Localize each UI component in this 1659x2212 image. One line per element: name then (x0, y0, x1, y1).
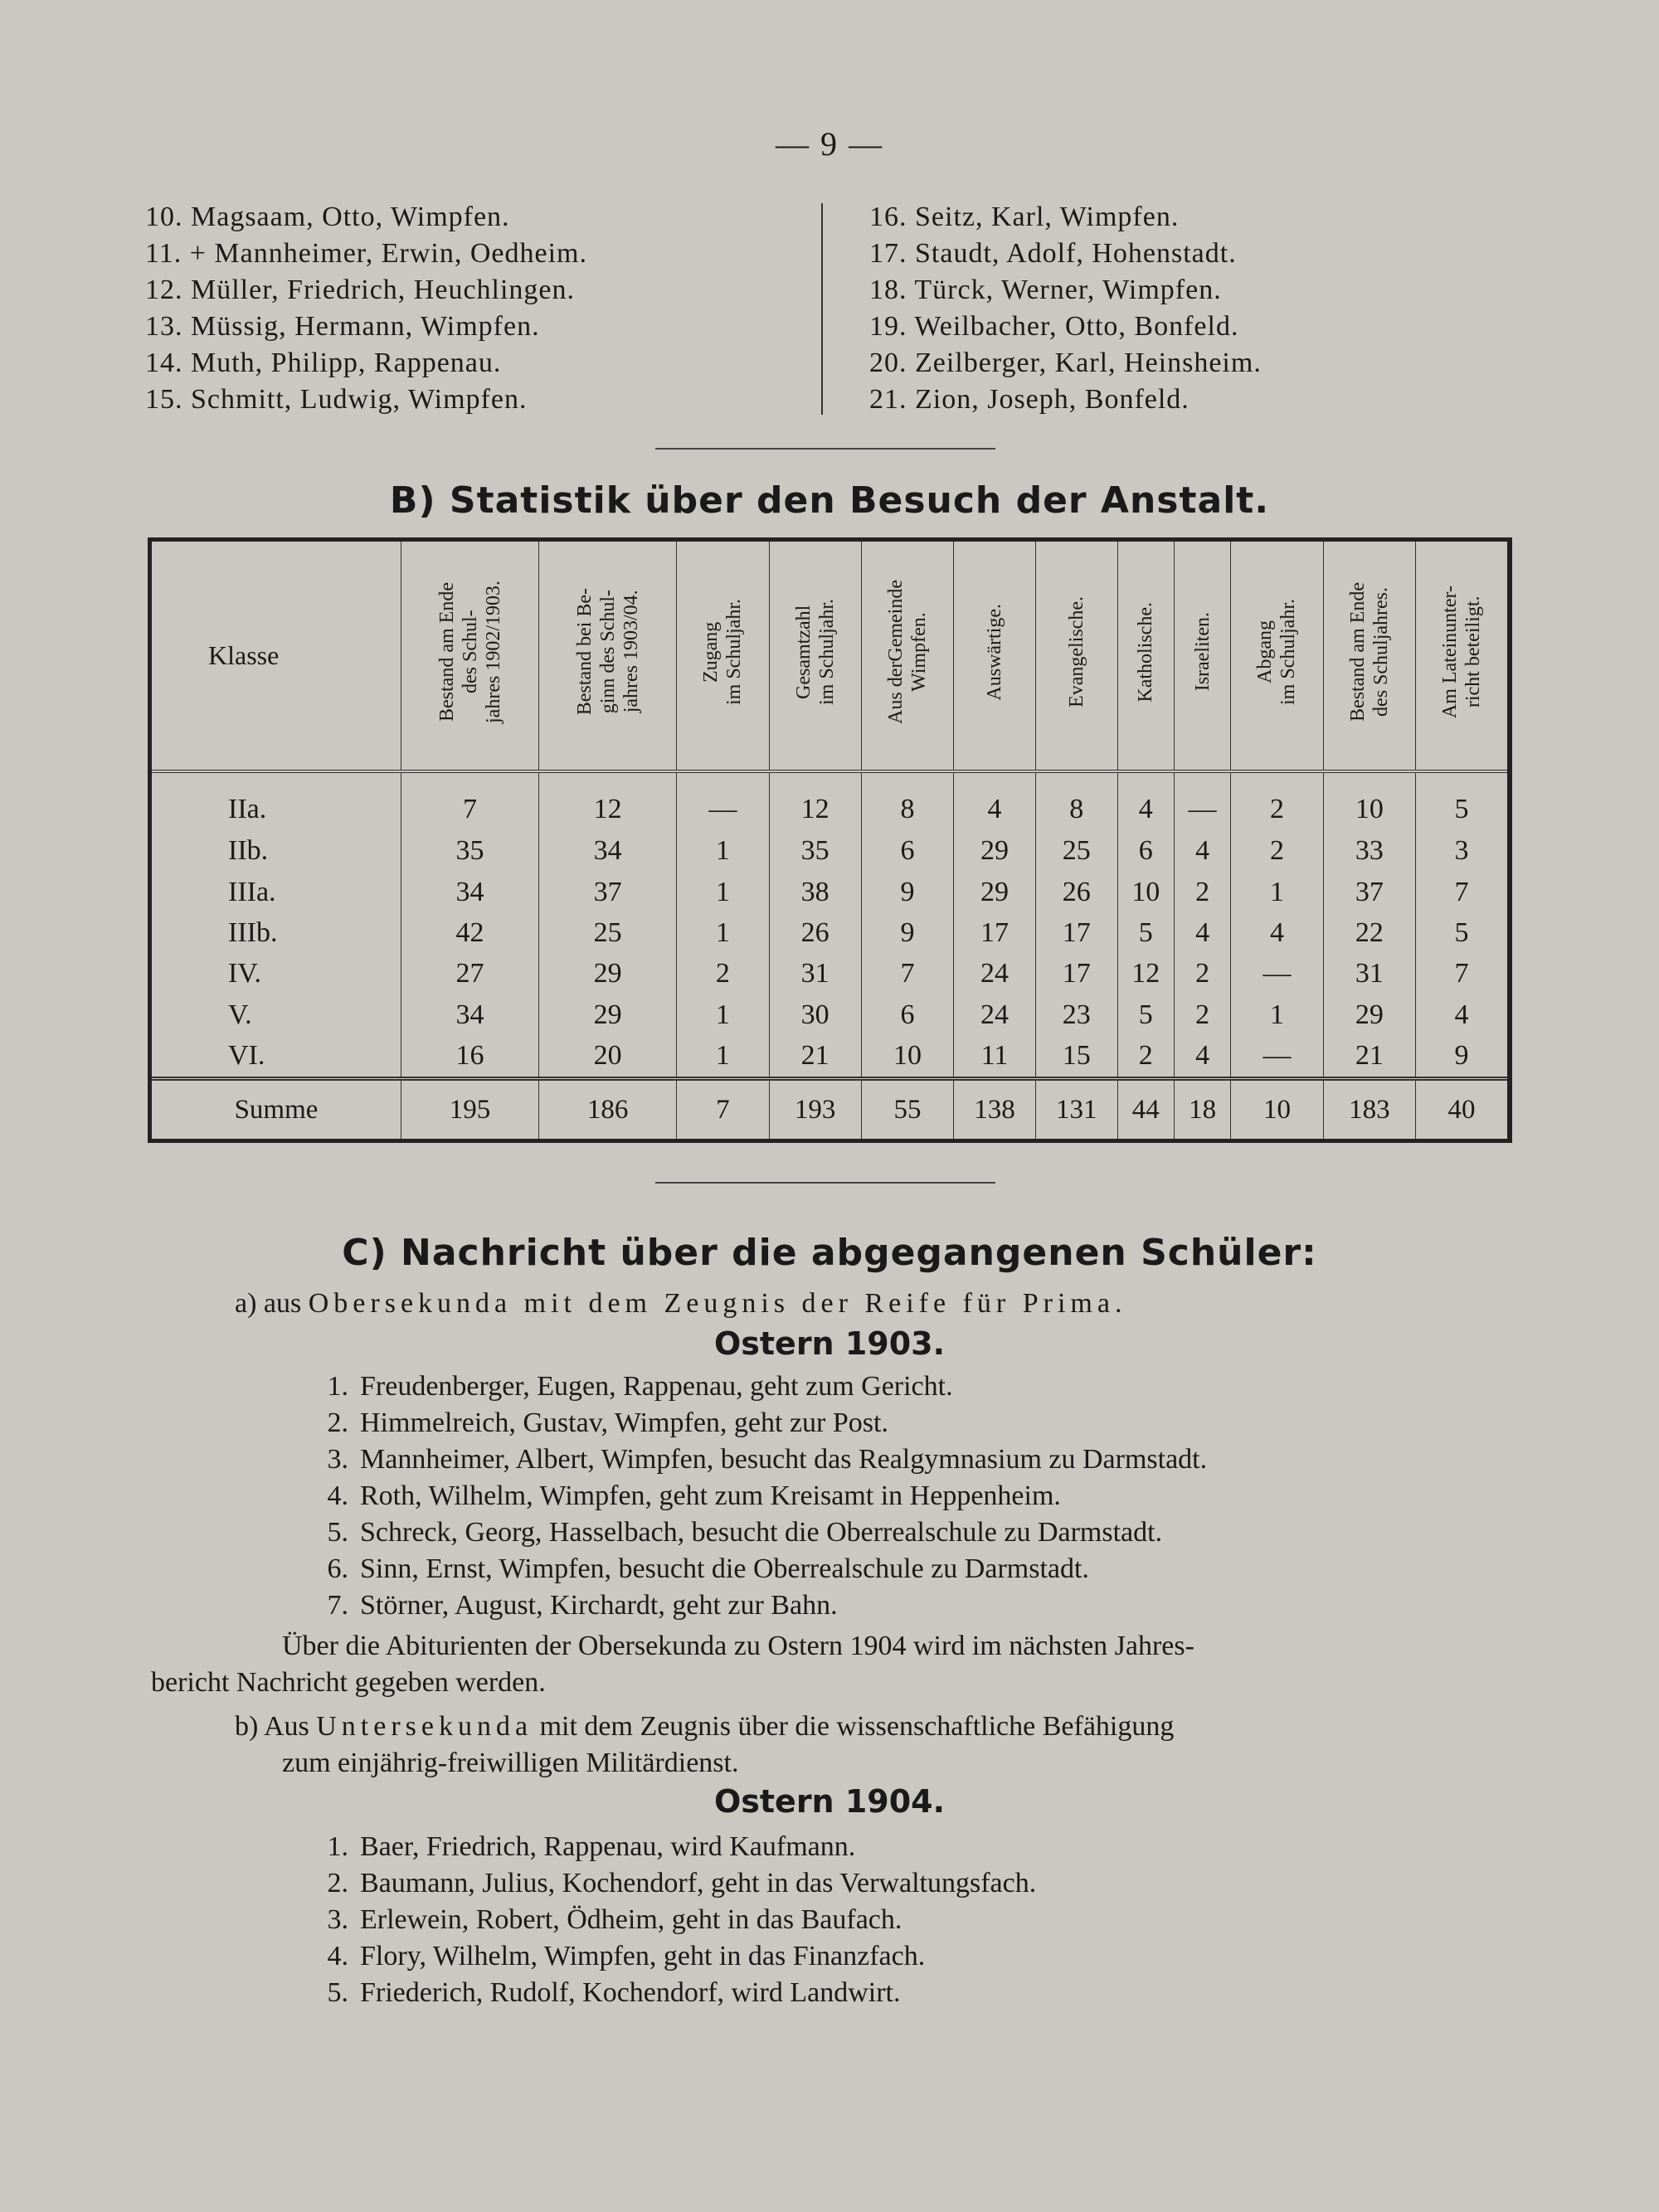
table-cell: 26 (1035, 872, 1117, 912)
list-item: 19. Weilbacher, Otto, Bonfeld. (869, 311, 1239, 342)
table-cell: 33 (1323, 831, 1415, 872)
list-text: Mannheimer, Albert, Wimpfen, besucht das Realgymnasium zu Darmstadt. (360, 1444, 1208, 1475)
summe-cell: 183 (1323, 1079, 1415, 1140)
list-item (307, 1938, 1036, 1975)
part-b-rest: mit dem Zeugnis über die wissenschaftliche Befähigung (539, 1711, 1175, 1742)
summe-cell: 193 (769, 1079, 861, 1140)
table-cell: 15 (1035, 1035, 1117, 1078)
table-cell: 2 (1174, 994, 1230, 1035)
table-cell: 10 (1117, 872, 1174, 912)
table-cell: 4 (1231, 912, 1323, 953)
list-item: 11. + Mannheimer, Erwin, Oedheim. (145, 238, 587, 269)
table-cell: 4 (1117, 771, 1174, 831)
list-item (307, 1514, 1207, 1551)
table-cell: 35 (401, 831, 539, 872)
list-item (307, 1975, 1036, 2011)
abitur-note-line-1: Über die Abiturienten der Obersekunda zu Ostern 1904 wird im nächsten Jahres- (282, 1631, 1194, 1661)
table-cell: 1 (1231, 994, 1323, 1035)
table-cell: 24 (954, 994, 1036, 1035)
class-cell: IIa. (228, 793, 267, 824)
table-cell: 23 (1035, 994, 1117, 1035)
table-cell: 12 (1117, 954, 1174, 994)
list-1903 (307, 1369, 1207, 1624)
table-cell: 1 (1231, 872, 1323, 912)
table-cell: 12 (539, 771, 677, 831)
table-cell: 1 (677, 994, 769, 1035)
ostern-1903-heading: Ostern 1903. (713, 1325, 946, 1362)
list-item (307, 1551, 1207, 1587)
column-header: Am Lateinunter- richt beteiligt. (1416, 542, 1508, 771)
part-a-text: Obersekunda mit dem Zeugnis der Reife für Prima. (308, 1288, 1127, 1319)
table-cell: — (677, 771, 769, 831)
class-cell: IIIa. (228, 876, 276, 907)
list-item: 14. Muth, Philipp, Rappenau. (145, 348, 502, 378)
table-cell: 6 (1117, 831, 1174, 872)
separator-rule (655, 1182, 995, 1184)
table-cell: 25 (1035, 831, 1117, 872)
table-cell: 7 (861, 954, 953, 994)
summe-cell: 186 (539, 1079, 677, 1140)
table-body (152, 771, 1507, 1079)
summe-cell: 44 (1117, 1079, 1174, 1140)
list-item: 10. Magsaam, Otto, Wimpfen. (145, 202, 510, 232)
list-item: 20. Zeilberger, Karl, Heinsheim. (869, 348, 1262, 378)
table-cell: 2 (1174, 872, 1230, 912)
list-number: 6. (327, 1553, 348, 1584)
names-left-column (145, 199, 587, 418)
table-cell: — (1231, 1035, 1323, 1078)
list-text: Friederich, Rudolf, Kochendorf, wird Landwirt. (360, 1977, 901, 2008)
table-cell: 25 (539, 912, 677, 953)
table-cell: 6 (861, 994, 953, 1035)
part-a-label: a) aus (235, 1288, 302, 1319)
column-header: Bestand am Ende des Schuljahres. (1323, 542, 1415, 771)
table-cell: 42 (401, 912, 539, 953)
table-cell: 29 (1323, 994, 1415, 1035)
table-row (152, 994, 1507, 1035)
table-cell: 8 (861, 771, 953, 831)
column-header: Israeliten. (1174, 542, 1230, 771)
list-number: 1. (327, 1371, 348, 1402)
table-cell: 5 (1117, 994, 1174, 1035)
column-header: Katholische. (1117, 542, 1174, 771)
table-cell: 6 (861, 831, 953, 872)
summe-cell: 10 (1231, 1079, 1323, 1140)
table-cell: 29 (539, 994, 677, 1035)
table-cell: 35 (769, 831, 861, 872)
part-a-line (235, 1286, 1126, 1322)
class-cell: IIIb. (228, 917, 278, 949)
list-item (307, 1587, 1207, 1624)
table-cell: 17 (1035, 912, 1117, 953)
table-cell: 2 (1117, 1035, 1174, 1078)
table-cell: 34 (401, 994, 539, 1035)
class-cell: VI. (228, 1040, 265, 1072)
class-cell: IV. (228, 958, 261, 989)
list-text: Baumann, Julius, Kochendorf, geht in das Verwaltungsfach. (360, 1868, 1037, 1898)
table-cell: 17 (1035, 954, 1117, 994)
list-item (307, 1369, 1207, 1405)
table-cell: 5 (1416, 912, 1508, 953)
list-item (307, 1829, 1036, 1865)
list-text: Baer, Friedrich, Rappenau, wird Kaufmann. (360, 1831, 856, 1862)
table-cell: 7 (1416, 872, 1508, 912)
table-header-row (152, 542, 1507, 771)
table-cell: 5 (1117, 912, 1174, 953)
summary-row (152, 1079, 1507, 1140)
table-cell: 37 (1323, 872, 1415, 912)
table-cell: 31 (769, 954, 861, 994)
list-number: 4. (327, 1941, 348, 1971)
table-cell: 1 (677, 1035, 769, 1078)
column-header: Bestand am Ende des Schul- jahres 1902/1903. (401, 542, 539, 771)
table-cell: 29 (539, 954, 677, 994)
summe-cell: 195 (401, 1079, 539, 1140)
part-b-line-2: zum einjährig-freiwilligen Militärdienst. (282, 1748, 739, 1778)
table-cell: 30 (769, 994, 861, 1035)
summe-cell: 55 (861, 1079, 953, 1140)
list-item (307, 1902, 1036, 1938)
section-c-title: C) Nachricht über die abgegangenen Schüler: (342, 1232, 1317, 1274)
table-row (152, 912, 1507, 953)
column-header: Evangelische. (1035, 542, 1117, 771)
table-row (152, 1035, 1507, 1078)
summe-label: Summe (152, 1079, 401, 1140)
ostern-1904-heading: Ostern 1904. (713, 1783, 946, 1820)
table-cell: 1 (677, 912, 769, 953)
table-cell: 9 (1416, 1035, 1508, 1078)
table-cell: 21 (769, 1035, 861, 1078)
list-number: 4. (327, 1480, 348, 1511)
table-cell: 10 (861, 1035, 953, 1078)
table-cell: 12 (769, 771, 861, 831)
list-item: 15. Schmitt, Ludwig, Wimpfen. (145, 384, 528, 415)
table-cell: 11 (954, 1035, 1036, 1078)
summe-cell: 7 (677, 1079, 769, 1140)
list-text: Roth, Wilhelm, Wimpfen, geht zum Kreisamt in Heppenheim. (360, 1480, 1061, 1511)
table-row (152, 954, 1507, 994)
list-text: Erlewein, Robert, Ödheim, geht in das Baufach. (360, 1904, 902, 1935)
list-number: 5. (327, 1977, 348, 2008)
list-text: Schreck, Georg, Hasselbach, besucht die Oberrealschule zu Darmstadt. (360, 1517, 1163, 1548)
list-item: 17. Staudt, Adolf, Hohenstadt. (869, 238, 1237, 269)
page-number: — 9 — (776, 125, 883, 163)
table-cell: 2 (1231, 831, 1323, 872)
list-item: 16. Seitz, Karl, Wimpfen. (869, 202, 1180, 232)
table-cell: 9 (861, 912, 953, 953)
table-cell: 20 (539, 1035, 677, 1078)
list-item: 21. Zion, Joseph, Bonfeld. (869, 384, 1190, 415)
list-number: 2. (327, 1407, 348, 1438)
summe-cell: 18 (1174, 1079, 1230, 1140)
class-cell: IIb. (228, 835, 269, 867)
column-header: Abgang im Schuljahr. (1231, 542, 1323, 771)
list-number: 2. (327, 1868, 348, 1898)
column-header: Auswärtige. (954, 542, 1036, 771)
summe-cell: 131 (1035, 1079, 1117, 1140)
column-header: Aus derGemeinde Wimpfen. (861, 542, 953, 771)
table-cell: 38 (769, 872, 861, 912)
table-cell: — (1174, 771, 1230, 831)
list-item (307, 1865, 1036, 1902)
table-cell: 4 (1174, 831, 1230, 872)
table-cell: 29 (954, 831, 1036, 872)
table-cell: 7 (1416, 954, 1508, 994)
table-cell: 5 (1416, 771, 1508, 831)
column-header: Bestand bei Be- ginn des Schul- jahres 1903/04. (539, 542, 677, 771)
list-item (307, 1405, 1207, 1441)
table-cell: 8 (1035, 771, 1117, 831)
list-number: 3. (327, 1444, 348, 1475)
table-row (152, 771, 1507, 831)
column-header: Klasse (152, 542, 401, 771)
table-cell: 10 (1323, 771, 1415, 831)
table-cell: 21 (1323, 1035, 1415, 1078)
table-row (152, 872, 1507, 912)
table-cell: 4 (954, 771, 1036, 831)
list-text: Störner, August, Kirchardt, geht zur Bahn. (360, 1590, 838, 1621)
table-cell: 7 (401, 771, 539, 831)
table-cell: 29 (954, 872, 1036, 912)
table-cell: 2 (1174, 954, 1230, 994)
table-cell: 34 (401, 872, 539, 912)
summe-cell: 138 (954, 1079, 1036, 1140)
list-item: 13. Müssig, Hermann, Wimpfen. (145, 311, 540, 342)
table-cell: 34 (539, 831, 677, 872)
list-number: 7. (327, 1590, 348, 1621)
list-item (307, 1478, 1207, 1514)
list-text: Freudenberger, Eugen, Rappenau, geht zum Gericht. (360, 1371, 953, 1402)
column-divider (821, 203, 823, 415)
table-cell: 1 (677, 831, 769, 872)
list-number: 1. (327, 1831, 348, 1862)
separator-rule (655, 448, 995, 450)
part-b-label: b) Aus (235, 1711, 309, 1742)
table-cell: 26 (769, 912, 861, 953)
table-cell: 1 (677, 872, 769, 912)
table-cell: 3 (1416, 831, 1508, 872)
column-header: Gesamtzahl im Schuljahr. (769, 542, 861, 771)
table-cell: 17 (954, 912, 1036, 953)
table-cell: 37 (539, 872, 677, 912)
class-cell: V. (228, 999, 252, 1030)
list-text: Himmelreich, Gustav, Wimpfen, geht zur Post. (360, 1407, 888, 1438)
table-cell: 9 (861, 872, 953, 912)
table-cell: 4 (1416, 994, 1508, 1035)
part-b-line (235, 1709, 1174, 1745)
list-1904 (307, 1829, 1036, 2011)
list-item: 12. Müller, Friedrich, Heuchlingen. (145, 275, 576, 305)
section-b-title: B) Statistik über den Besuch der Anstalt. (389, 479, 1270, 522)
abitur-note-line-2: bericht Nachricht gegeben werden. (151, 1667, 546, 1698)
table-cell: 27 (401, 954, 539, 994)
table-row (152, 831, 1507, 872)
list-text: Sinn, Ernst, Wimpfen, besucht die Oberrealschule zu Darmstadt. (360, 1553, 1089, 1584)
table-cell: 22 (1323, 912, 1415, 953)
summe-cell: 40 (1416, 1079, 1508, 1140)
list-item (307, 1441, 1207, 1478)
table-cell: 24 (954, 954, 1036, 994)
list-number: 5. (327, 1517, 348, 1548)
list-text: Flory, Wilhelm, Wimpfen, geht in das Finanzfach. (360, 1941, 926, 1971)
table-cell: 2 (1231, 771, 1323, 831)
statistics-table (148, 537, 1512, 1143)
table-cell: — (1231, 954, 1323, 994)
list-item: 18. Türck, Werner, Wimpfen. (869, 275, 1222, 305)
table-cell: 4 (1174, 912, 1230, 953)
table-cell: 16 (401, 1035, 539, 1078)
table-cell: 2 (677, 954, 769, 994)
column-header: Zugang im Schuljahr. (677, 542, 769, 771)
list-number: 3. (327, 1904, 348, 1935)
table-cell: 31 (1323, 954, 1415, 994)
part-b-spaced: Untersekunda (316, 1711, 533, 1742)
table-cell: 4 (1174, 1035, 1230, 1078)
names-right-column (869, 199, 1262, 418)
